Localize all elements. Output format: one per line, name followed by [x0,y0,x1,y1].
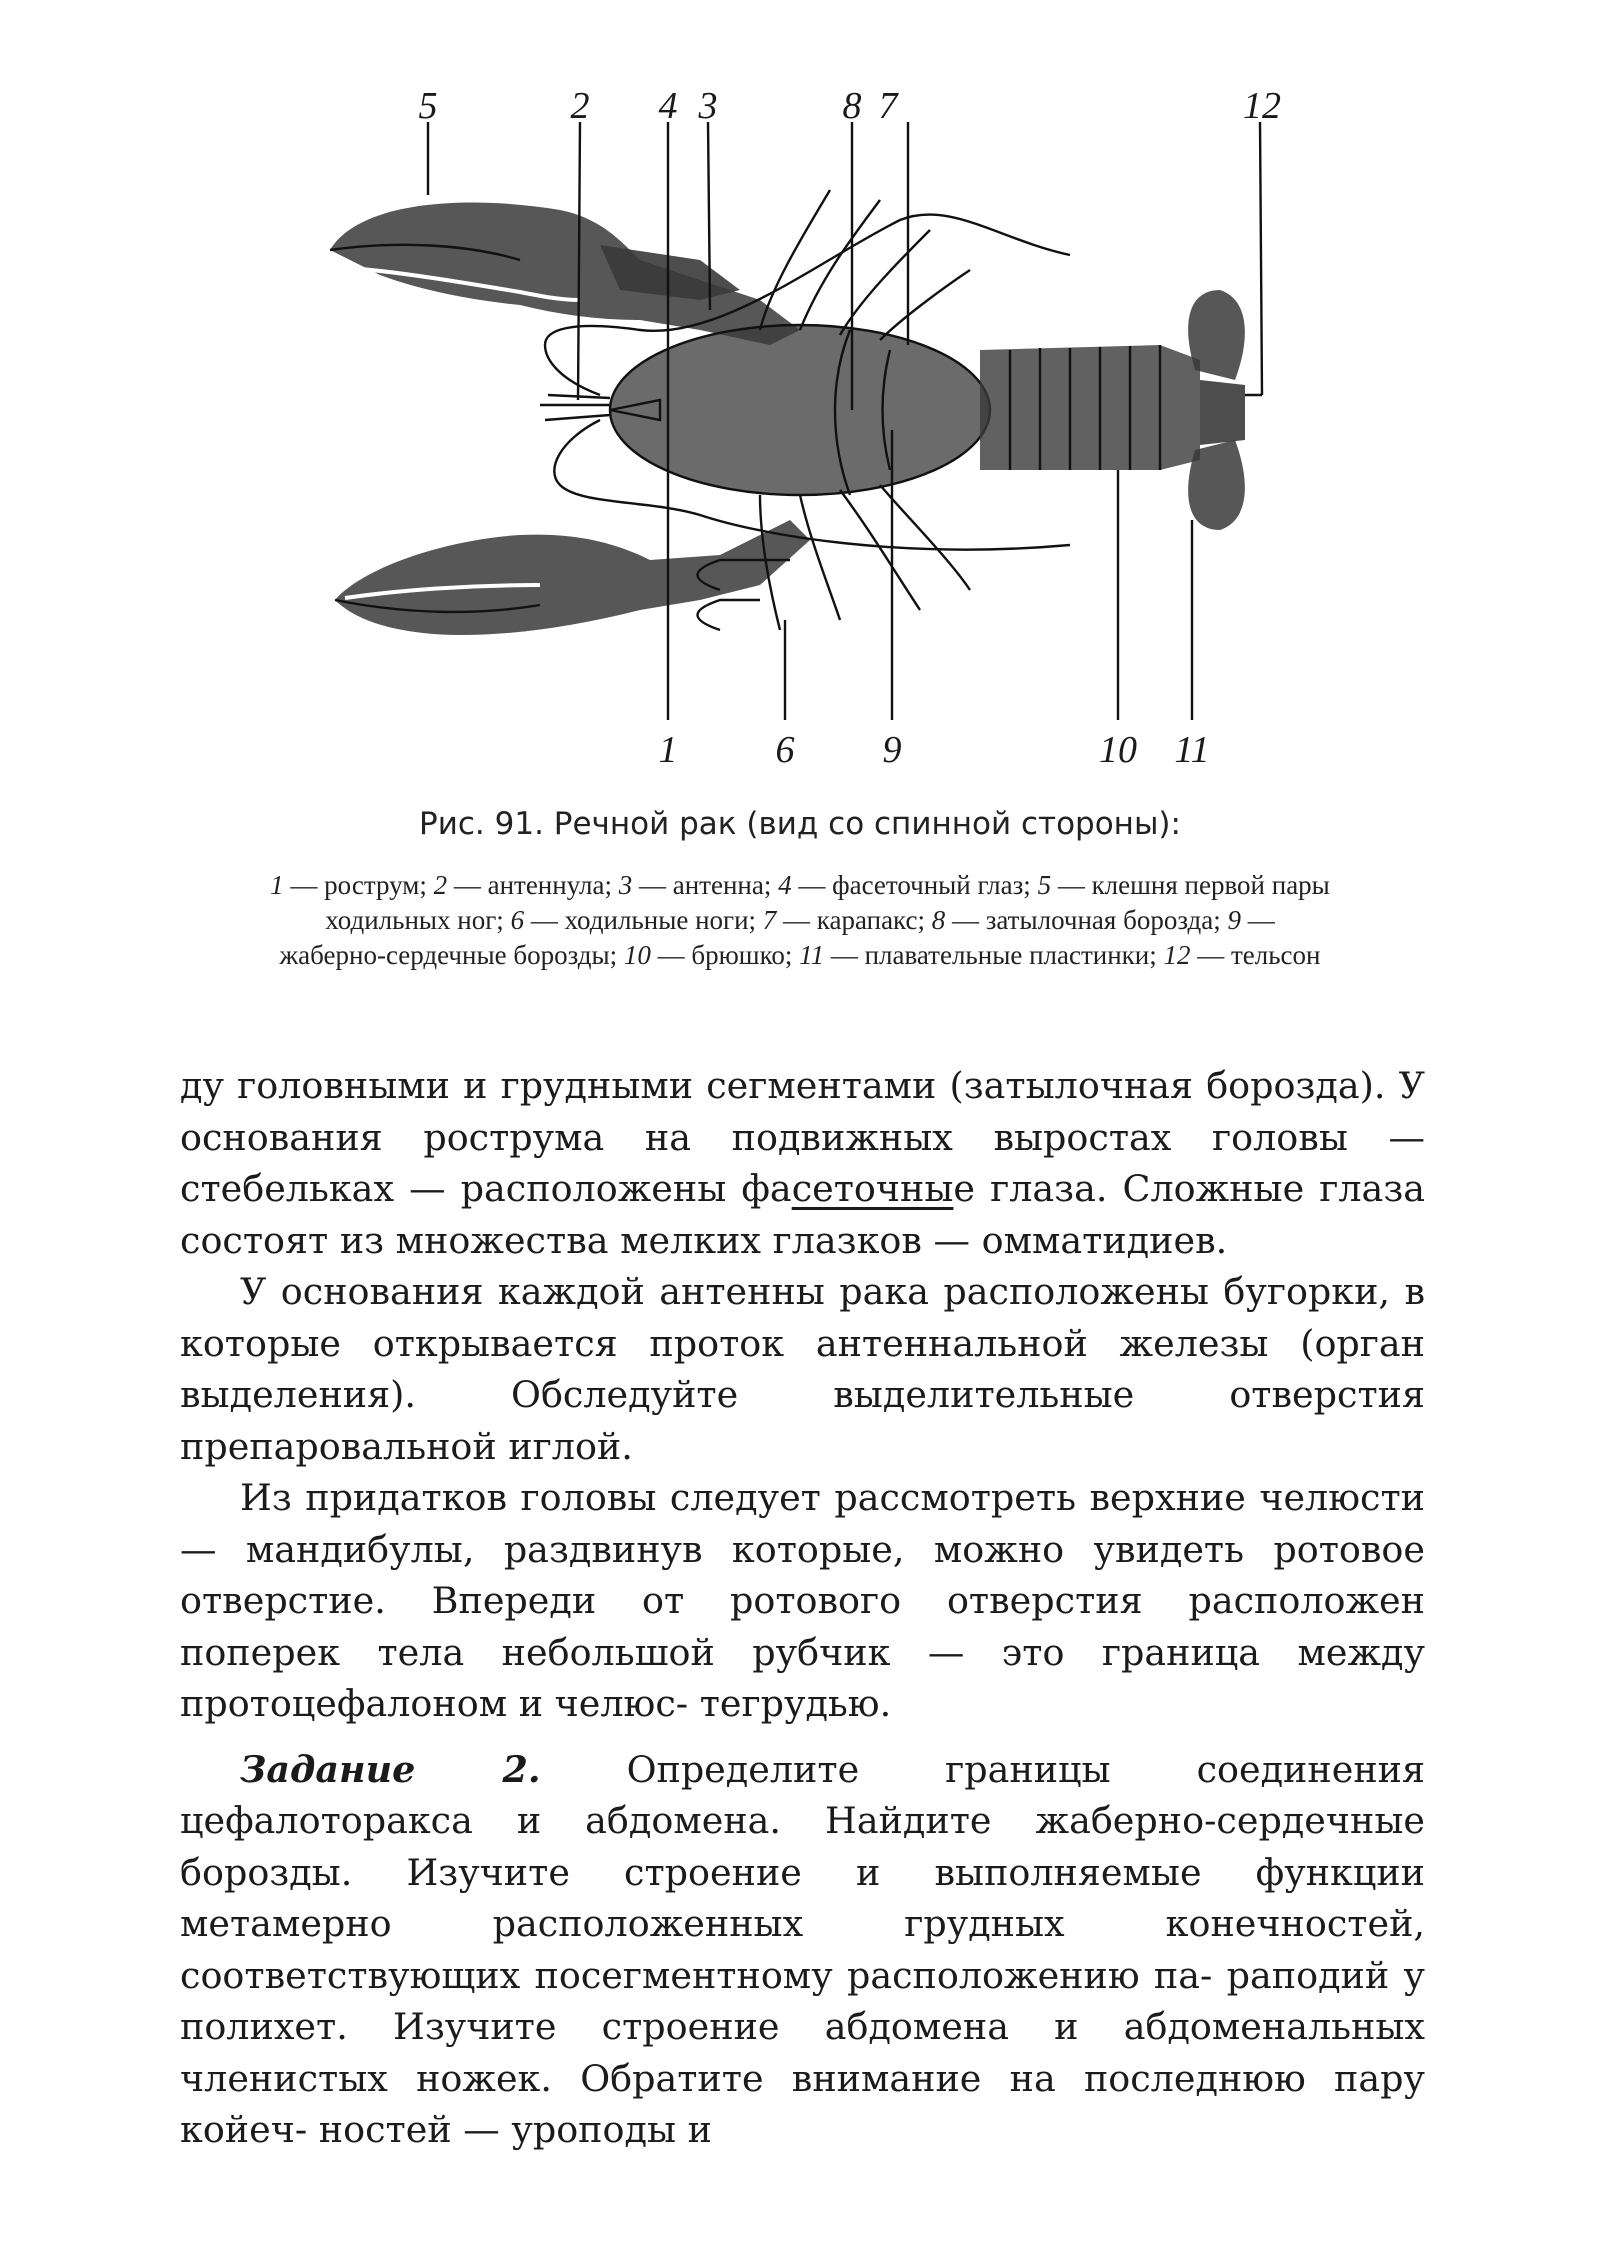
legend-number: 11 [799,940,825,970]
legend-text: — фасеточный глаз; [791,870,1038,900]
legend-text: — затылочная борозда; [945,905,1228,935]
legend-item [619,870,778,900]
figure-label: 11 [1174,729,1210,771]
labels-bottom [659,729,1210,771]
figure-label: 8 [842,85,862,127]
task-label: Задание 2. [240,1747,541,1791]
legend-number: 3 [618,870,633,900]
labels-top [419,85,1282,127]
figure-label: 5 [418,85,438,127]
figure-label: 9 [882,729,902,771]
legend-number: 7 [762,905,777,935]
legend-number: 1 [270,870,284,900]
legend-number: 10 [623,940,651,970]
paragraph: Из придатков головы следует рассмотреть верхние челюсти — мандибулы, раздвинув которые, можно увидеть ротовое отверстие. Впереди от ротового отверстия расположен поперек тела небольшой рубчик — это граница между протоцефалоном и челюс- тегрудью. [180,1476,1425,1725]
legend-text: — жаберно-сердечные борозды; [279,905,1275,970]
legend-number: 2 [433,870,448,900]
figure-caption: Рис. 91. Речной рак (вид со спинной стороны): [419,806,1181,842]
figure-label: 2 [570,85,590,127]
legend-item [932,905,1228,935]
legend-number: 6 [510,905,525,935]
legend-text: — клешня первой пары ходильных ног; [325,870,1330,935]
task-paragraph [180,1744,1425,2156]
figure-label: 1 [658,729,678,771]
legend-item [1163,940,1320,970]
figure-label: 6 [775,729,795,771]
legend-item [778,870,1037,900]
paragraph-text: е глаза. Сложные глаза состоят из множества мелких глазков — омматидиев. [180,1167,1425,1262]
paragraph: У основания каждой антенны рака расположены бугорки, в которые открывается проток антеннальной железы (орган выделения). Обследуйте выделительные отверстия препаровальной иглой. [180,1270,1425,1468]
figure-label: 12 [1243,85,1281,127]
legend-text: — рострум; [283,870,434,900]
figure-label: 7 [878,85,898,127]
figure-label: 4 [658,85,678,127]
claw-bottom [335,520,810,635]
paragraph [180,1060,1425,1266]
abdomen [980,345,1200,470]
crayfish-illustration [0,0,1600,800]
legend-text: — ходильные ноги; [524,905,763,935]
legend-item [624,940,799,970]
paragraph-text: ду головными и грудными сегментами (затылочная борозда). У основания рострума на подвижных выростах головы — стебельках — расположены фа [180,1064,1425,1210]
legend-item [270,870,433,900]
figure-label: 3 [698,85,718,127]
figure [0,0,1600,800]
legend-item [434,870,619,900]
legend-text: — карапакс; [776,905,932,935]
figure-label: 10 [1099,729,1137,771]
legend-text: — плавательные пластинки; [824,940,1164,970]
legend-number: 4 [778,870,792,900]
legend-number: 8 [931,905,946,935]
legend-item [763,905,932,935]
underlined-text: сеточны [791,1167,954,1210]
legend-text: — антеннула; [447,870,619,900]
paragraph-text: Определите границы соединения цефалоторакса и абдомена. Найдите жаберно-сердечные борозды. Изучите строение и выполняемые функции метамерно расположенных грудных конечностей, соответствующих посегментному расположению па- раподий у полихет. Изучите строение абдомена и абдоменальных членистых ножек. Обратите внимание на последнюю пару койеч- ностей — уроподы и [180,1747,1425,2151]
legend-item [511,905,763,935]
legend-number: 12 [1163,940,1191,970]
legend-text: — антенна; [632,870,779,900]
figure-legend [270,868,1330,973]
legend-number: 5 [1037,870,1052,900]
legend-number: 9 [1227,905,1241,935]
claw-top [330,203,800,345]
legend-text: — тельсон [1190,940,1321,970]
legend-text: — брюшко; [650,940,800,970]
legend-item [799,940,1163,970]
body-text [180,1060,1425,2156]
